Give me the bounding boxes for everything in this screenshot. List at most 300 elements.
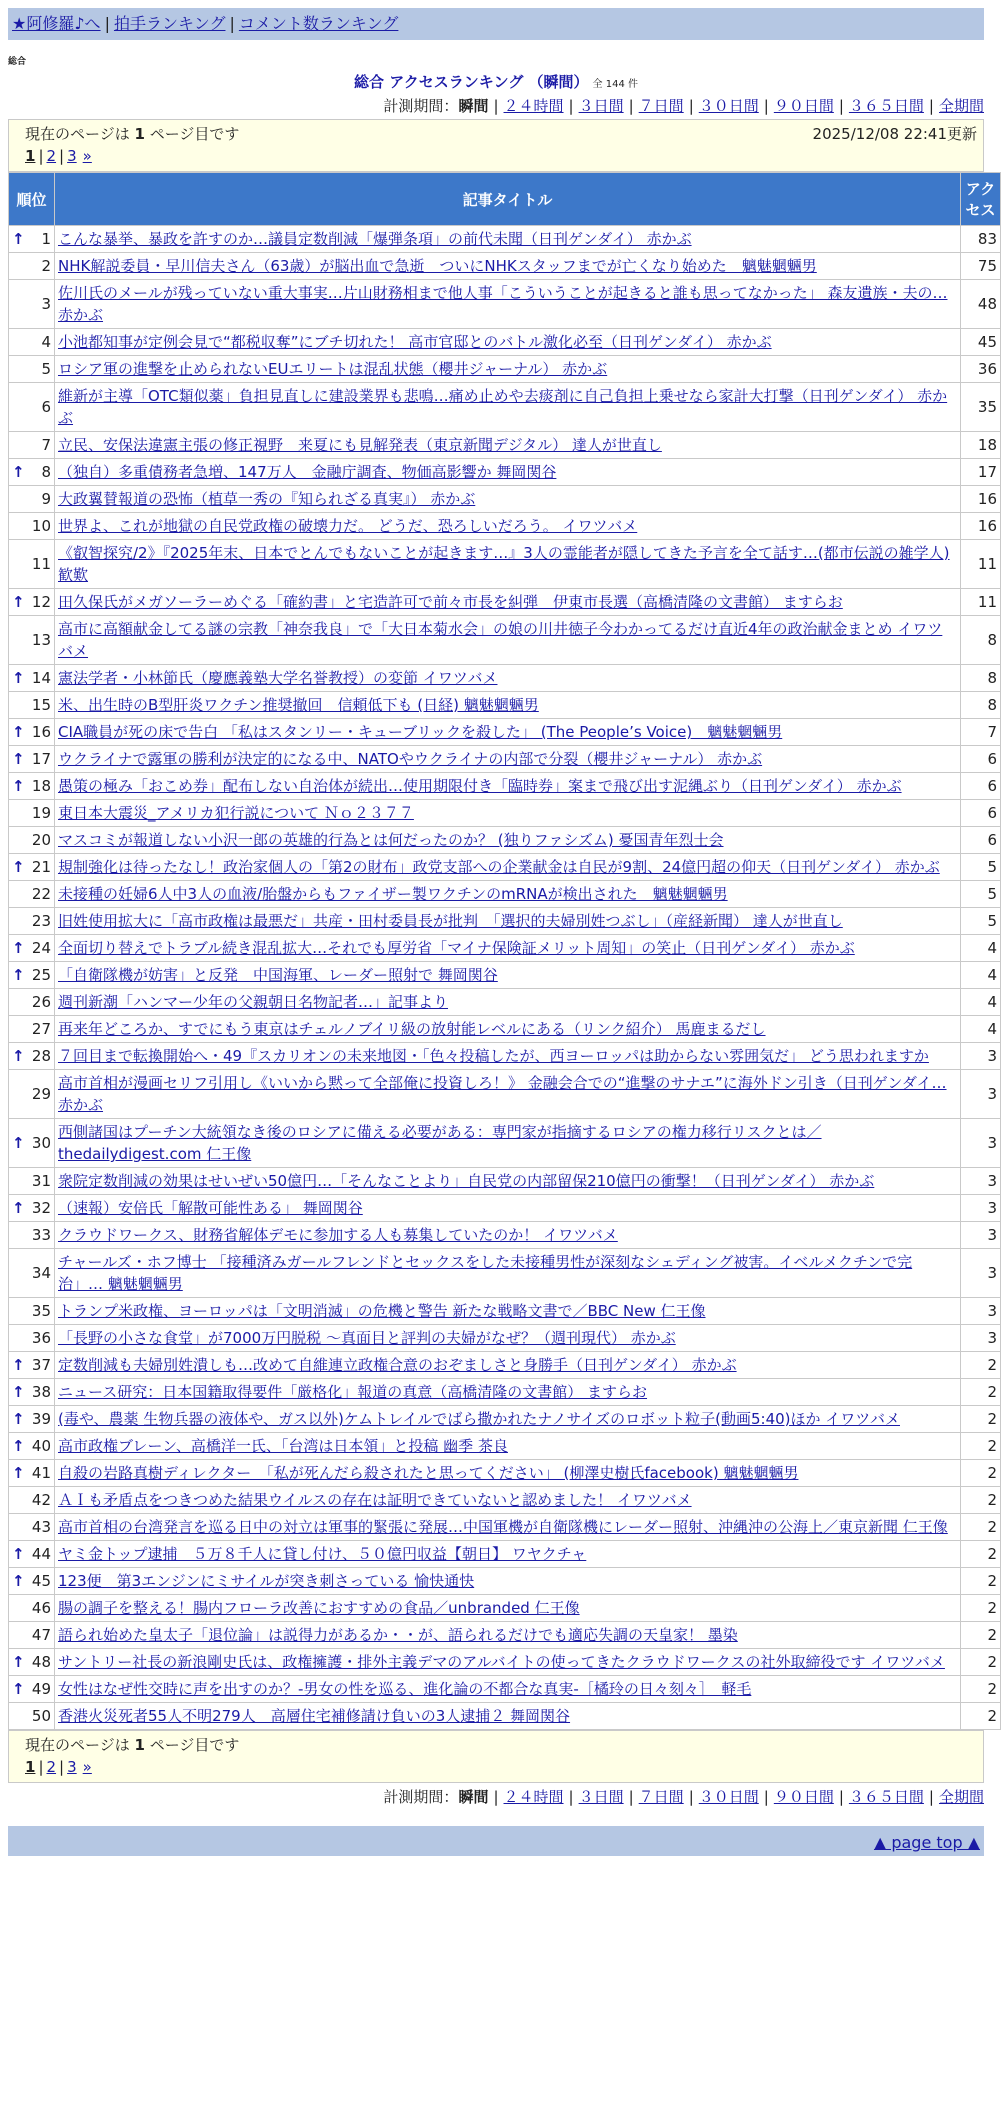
rank-cell bbox=[9, 800, 55, 827]
rank-number: 26 bbox=[31, 993, 51, 1011]
access-count: 3 bbox=[961, 1043, 1001, 1070]
access-count: 2 bbox=[961, 1514, 1001, 1541]
period-link[interactable]: ３日間 bbox=[578, 1788, 624, 1806]
rank-number: 25 bbox=[31, 966, 51, 984]
rank-cell bbox=[9, 719, 55, 746]
article-link[interactable]: 東日本大震災_アメリカ犯行説について Ｎｏ２３７７ bbox=[58, 804, 414, 822]
table-row bbox=[9, 1070, 1001, 1119]
table-row bbox=[9, 329, 1001, 356]
article-link[interactable]: ヤミ金トップ逮捕 ５万８千人に貸し付け、５０億円収益【朝日】 ワヤクチャ bbox=[58, 1545, 587, 1563]
article-link[interactable]: ニュース研究：日本国籍取得要件「厳格化」報道の真意（高橋清隆の文書館） ますらお bbox=[58, 1383, 648, 1401]
title-cell bbox=[55, 486, 961, 513]
article-link[interactable]: 腸の調子を整える！腸内フローラ改善におすすめの食品／unbranded 仁王像 bbox=[58, 1599, 580, 1617]
table-row bbox=[9, 1298, 1001, 1325]
title-cell bbox=[55, 513, 961, 540]
rank-number: 29 bbox=[31, 1085, 51, 1103]
table-row bbox=[9, 280, 1001, 329]
table-row bbox=[9, 356, 1001, 383]
period-link[interactable]: ９０日間 bbox=[773, 1788, 834, 1806]
up-arrow-icon: ↑ bbox=[12, 463, 25, 481]
article-link[interactable]: 憲法学者・小林節氏（慶應義塾大学名誉教授）の変節 イワツバメ bbox=[58, 669, 498, 687]
applause-ranking-link[interactable]: 拍手ランキング bbox=[113, 14, 226, 33]
rank-cell bbox=[9, 459, 55, 486]
period-separator: | bbox=[628, 1788, 634, 1806]
title-cell bbox=[55, 1514, 961, 1541]
rank-cell bbox=[9, 540, 55, 589]
rank-number: 39 bbox=[31, 1410, 51, 1428]
rank-number: 42 bbox=[31, 1491, 51, 1509]
rank-cell bbox=[9, 1352, 55, 1379]
rank-cell bbox=[9, 1433, 55, 1460]
rank-cell bbox=[9, 773, 55, 800]
period-link[interactable]: ３日間 bbox=[578, 97, 624, 115]
title-cell bbox=[55, 1249, 961, 1298]
rank-number: 30 bbox=[31, 1134, 51, 1152]
article-link[interactable]: クラウドワークス、財務省解体デモに参加する人も募集していたのか！ イワツバメ bbox=[58, 1226, 618, 1244]
title-cell bbox=[55, 1541, 961, 1568]
article-link[interactable]: トランプ米政権、ヨーロッパは「文明消滅」の危機と警告 新たな戦略文書で／BBC New 仁王像 bbox=[58, 1302, 706, 1320]
rank-cell bbox=[9, 665, 55, 692]
rank-number: 23 bbox=[31, 912, 51, 930]
rank-cell bbox=[9, 432, 55, 459]
article-link[interactable]: 西側諸国はプーチン大統領なき後のロシアに備える必要がある：専門家が指摘するロシアの権力移行リスクとは／thedailydigest.com 仁王像 bbox=[58, 1123, 822, 1163]
rank-number: 50 bbox=[31, 1707, 51, 1725]
up-arrow-icon: ↑ bbox=[12, 1134, 25, 1152]
rank-number: 28 bbox=[31, 1047, 51, 1065]
article-link[interactable]: 高市首相が漫画セリフ引用し《いいから黙って全部俺に投資しろ！》 金融会合での“進撃のサナエ”に海外ドン引き（日刊ゲンダイ… 赤かぶ bbox=[58, 1074, 947, 1114]
title-cell bbox=[55, 746, 961, 773]
article-link[interactable]: 週刊新潮「ハンマー少年の父親朝日名物記者…」記事より bbox=[58, 993, 449, 1011]
rank-cell bbox=[9, 1487, 55, 1514]
title-cell bbox=[55, 226, 961, 253]
pager-link[interactable]: 3 bbox=[67, 1758, 77, 1776]
table-row bbox=[9, 589, 1001, 616]
table-row bbox=[9, 1406, 1001, 1433]
rank-cell bbox=[9, 1325, 55, 1352]
table-row bbox=[9, 1379, 1001, 1406]
rank-number: 38 bbox=[31, 1383, 51, 1401]
access-count: 6 bbox=[961, 746, 1001, 773]
table-row bbox=[9, 1514, 1001, 1541]
title-cell bbox=[55, 356, 961, 383]
table-row bbox=[9, 616, 1001, 665]
title-cell bbox=[55, 1406, 961, 1433]
period-separator: | bbox=[688, 1788, 694, 1806]
article-link[interactable]: 立民、安保法違憲主張の修正視野 来夏にも見解発表（東京新聞デジタル） 達人が世直し bbox=[58, 436, 662, 454]
access-count: 16 bbox=[961, 486, 1001, 513]
article-link[interactable]: ウクライナで露軍の勝利が決定的になる中、NATOやウクライナの内部で分裂（櫻井ジャーナル） 赤かぶ bbox=[58, 750, 763, 768]
rank-cell bbox=[9, 383, 55, 432]
period-link[interactable]: ７日間 bbox=[638, 1788, 684, 1806]
table-row bbox=[9, 486, 1001, 513]
article-link[interactable]: 未接種の妊婦6人中3人の血液/胎盤からもファイザー製ワクチンのmRNAが検出された 魑魅魍魎男 bbox=[58, 885, 728, 903]
access-count: 7 bbox=[961, 719, 1001, 746]
period-separator: | bbox=[763, 97, 769, 115]
up-arrow-icon: ↑ bbox=[12, 1437, 25, 1455]
article-link[interactable]: 高市首相の台湾発言を巡る日中の対立は軍事的緊張に発展…中国軍機が自衛隊機にレーダー照射、沖縄沖の公海上／東京新聞 仁王像 bbox=[58, 1518, 948, 1536]
rank-number: 48 bbox=[31, 1653, 51, 1671]
article-link[interactable]: 佐川氏のメールが残っていない重大事実…片山財務相まで他人事「こういうことが起きると誰も思ってなかった」 森友遺族・夫の… 赤かぶ bbox=[58, 284, 948, 324]
title-cell bbox=[55, 1119, 961, 1168]
table-row bbox=[9, 1168, 1001, 1195]
page-title bbox=[8, 71, 984, 92]
rank-number: 44 bbox=[31, 1545, 51, 1563]
title-cell bbox=[55, 1298, 961, 1325]
period-separator: | bbox=[568, 1788, 574, 1806]
rank-number: 34 bbox=[31, 1264, 51, 1282]
rank-number: 33 bbox=[31, 1226, 51, 1244]
rank-cell bbox=[9, 1622, 55, 1649]
pager-link[interactable]: 2 bbox=[46, 1758, 57, 1776]
title-cell bbox=[55, 540, 961, 589]
pager-next-link[interactable]: » bbox=[82, 147, 92, 165]
article-link[interactable]: 語られ始めた皇太子「退位論」は説得力があるか・・が、語られるだけでも適応失調の天皇家！ 墨染 bbox=[58, 1626, 738, 1644]
article-link[interactable]: ロシア軍の進撃を止められないEUエリートは混乱状態（櫻井ジャーナル） 赤かぶ bbox=[58, 360, 608, 378]
access-count: 2 bbox=[961, 1352, 1001, 1379]
article-link[interactable]: 「長野の小さな食堂」が7000万円脱税 ～真面目と評判の夫婦がなぜ？（週刊現代） 赤かぶ bbox=[58, 1329, 676, 1347]
table-row bbox=[9, 881, 1001, 908]
access-count: 36 bbox=[961, 356, 1001, 383]
article-link[interactable]: マスコミが報道しない小沢一郎の英雄的行為とは何だったのか？ (独りファシズム) 憂国青年烈士会 bbox=[58, 831, 724, 849]
article-link[interactable]: 123便 第3エンジンにミサイルが突き刺さっている 愉快通快 bbox=[58, 1572, 475, 1590]
access-count: 2 bbox=[961, 1622, 1001, 1649]
access-count: 5 bbox=[961, 881, 1001, 908]
title-cell bbox=[55, 1433, 961, 1460]
access-count: 2 bbox=[961, 1595, 1001, 1622]
period-separator: | bbox=[838, 1788, 844, 1806]
article-link[interactable]: 定数削減も夫婦別姓潰しも…改めて自維連立政権合意のおぞましさと身勝手（日刊ゲンダイ） 赤かぶ bbox=[58, 1356, 737, 1374]
up-arrow-icon: ↑ bbox=[12, 230, 25, 248]
title-cell bbox=[55, 1168, 961, 1195]
period-link[interactable]: ３０日間 bbox=[698, 97, 759, 115]
rank-cell bbox=[9, 253, 55, 280]
title-cell bbox=[55, 989, 961, 1016]
period-link[interactable]: ９０日間 bbox=[773, 97, 834, 115]
title-cell bbox=[55, 1222, 961, 1249]
table-row bbox=[9, 827, 1001, 854]
rank-number: 37 bbox=[31, 1356, 51, 1374]
rank-cell bbox=[9, 356, 55, 383]
access-count: 3 bbox=[961, 1298, 1001, 1325]
access-count: 2 bbox=[961, 1433, 1001, 1460]
title-cell bbox=[55, 827, 961, 854]
article-link[interactable]: （速報）安倍氏「解散可能性ある」 舞岡関谷 bbox=[58, 1199, 363, 1217]
title-cell bbox=[55, 719, 961, 746]
footer-bar bbox=[8, 1826, 984, 1856]
title-cell bbox=[55, 1487, 961, 1514]
title-cell bbox=[55, 383, 961, 432]
rank-cell bbox=[9, 881, 55, 908]
article-link[interactable]: 旧姓使用拡大に「高市政権は最悪だ」共産・田村委員長が批判 「選択的夫婦別姓つぶし」（産経新聞） 達人が世直し bbox=[58, 912, 843, 930]
pager-separator: | bbox=[59, 1758, 65, 1776]
rank-cell bbox=[9, 1016, 55, 1043]
period-separator: | bbox=[838, 97, 844, 115]
up-arrow-icon: ↑ bbox=[12, 939, 25, 957]
rank-cell bbox=[9, 589, 55, 616]
rank-cell bbox=[9, 908, 55, 935]
title-cell bbox=[55, 1703, 961, 1730]
table-row bbox=[9, 1487, 1001, 1514]
table-row bbox=[9, 459, 1001, 486]
table-row bbox=[9, 719, 1001, 746]
period-link[interactable]: ７日間 bbox=[638, 97, 684, 115]
access-count: 3 bbox=[961, 1195, 1001, 1222]
page-info-top bbox=[8, 119, 984, 172]
article-link[interactable]: 全面切り替えでトラブル続き混乱拡大…それでも厚労省「マイナ保険証メリット周知」の笑止（日刊ゲンダイ） 赤かぶ bbox=[58, 939, 855, 957]
access-count: 2 bbox=[961, 1676, 1001, 1703]
title-cell bbox=[55, 692, 961, 719]
table-row bbox=[9, 1249, 1001, 1298]
pager-link[interactable]: 3 bbox=[67, 147, 77, 165]
table-row bbox=[9, 1649, 1001, 1676]
article-link[interactable]: 衆院定数削減の効果はせいぜい50億円…「そんなことより」自民党の内部留保210億円の衝撃！（日刊ゲンダイ） 赤かぶ bbox=[58, 1172, 875, 1190]
article-link[interactable]: サントリー社長の新浪剛史氏は、政権擁護・排外主義デマのアルバイトの使ってきたクラウドワークスの社外取締役です イワツバメ bbox=[58, 1653, 945, 1671]
pager-link[interactable]: 2 bbox=[46, 147, 57, 165]
table-row bbox=[9, 665, 1001, 692]
title-cell bbox=[55, 329, 961, 356]
title-cell bbox=[55, 908, 961, 935]
comment-ranking-link[interactable]: コメント数ランキング bbox=[238, 14, 399, 33]
article-link[interactable]: 維新が主導「OTC類似薬」負担見直しに建設業界も悲鳴…痛め止めや去痰剤に自己負担上乗せなら家計大打撃（日刊ゲンダイ） 赤かぶ bbox=[58, 387, 948, 427]
page-top-link[interactable]: ▲ page top ▲ bbox=[873, 1833, 980, 1852]
table-row bbox=[9, 1676, 1001, 1703]
access-count: 83 bbox=[961, 226, 1001, 253]
title-cell bbox=[55, 253, 961, 280]
access-count: 2 bbox=[961, 1649, 1001, 1676]
access-count: 2 bbox=[961, 1406, 1001, 1433]
period-separator: | bbox=[688, 97, 694, 115]
access-count: 5 bbox=[961, 854, 1001, 881]
page-title-text: 総合 アクセスランキング （瞬間） bbox=[354, 73, 589, 91]
rank-number: 21 bbox=[31, 858, 51, 876]
up-arrow-icon: ↑ bbox=[12, 593, 25, 611]
period-link[interactable]: ２４時間 bbox=[503, 97, 564, 115]
rank-cell bbox=[9, 1168, 55, 1195]
blog-link[interactable]: ★阿修羅♪へ bbox=[12, 14, 101, 33]
period-separator: | bbox=[928, 97, 934, 115]
article-link[interactable]: 世界よ、これが地獄の自民党政権の破壊力だ。 どうだ、恐ろしいだろう。 イワツバメ bbox=[58, 517, 638, 535]
rank-number: 31 bbox=[31, 1172, 51, 1190]
period-separator: | bbox=[493, 97, 499, 115]
title-cell bbox=[55, 935, 961, 962]
table-row bbox=[9, 1460, 1001, 1487]
nav-separator: | bbox=[104, 14, 110, 33]
article-link[interactable]: (毒や、農薬 生物兵器の液体や、ガス以外)ケムトレイルでばら撒かれたナノサイズのロボット粒子(動画5:40)ほか イワツバメ bbox=[58, 1410, 900, 1428]
table-row bbox=[9, 1043, 1001, 1070]
period-separator: | bbox=[928, 1788, 934, 1806]
rank-number: 11 bbox=[31, 555, 51, 573]
period-separator: | bbox=[568, 97, 574, 115]
article-link[interactable]: ７回目まで転換開始へ・49『スカリオンの未来地図・「色々投稿したが、西ヨーロッパは助からない雰囲気だ」 どう思われますか bbox=[58, 1047, 929, 1065]
access-count: 2 bbox=[961, 1541, 1001, 1568]
rank-number: 43 bbox=[31, 1518, 51, 1536]
article-link[interactable]: 女性はなぜ性交時に声を出すのか？-男女の性を巡る、進化論の不都合な真実-［橘玲の日々刻々］ 軽毛 bbox=[58, 1680, 752, 1698]
rank-number: 14 bbox=[31, 669, 51, 687]
period-link[interactable]: 全期間 bbox=[938, 97, 984, 115]
title-cell bbox=[55, 1568, 961, 1595]
table-row bbox=[9, 908, 1001, 935]
access-count: 3 bbox=[961, 1249, 1001, 1298]
up-arrow-icon: ↑ bbox=[12, 1572, 25, 1590]
access-count: 4 bbox=[961, 989, 1001, 1016]
table-row bbox=[9, 746, 1001, 773]
period-link[interactable]: ３６５日間 bbox=[848, 1788, 924, 1806]
article-link[interactable]: CIA職員が死の床で告白 「私はスタンリー・キューブリックを殺した」 (The People’s Voice) 魑魅魍魎男 bbox=[58, 723, 783, 741]
up-arrow-icon: ↑ bbox=[12, 1545, 25, 1563]
article-link[interactable]: ＡＩも矛盾点をつきつめた結果ウイルスの存在は証明できていないと認めました！ イワツバメ bbox=[58, 1491, 692, 1509]
pager-separator: | bbox=[38, 1758, 44, 1776]
rank-number: 19 bbox=[31, 804, 51, 822]
article-link[interactable]: 田久保氏がメガソーラーめぐる「確約書」と宅造許可で前々市長を糾弾 伊東市長選（高橋清隆の文書館） ますらお bbox=[58, 593, 843, 611]
period-link[interactable]: ２４時間 bbox=[503, 1788, 564, 1806]
table-row bbox=[9, 989, 1001, 1016]
up-arrow-icon: ↑ bbox=[12, 966, 25, 984]
access-count: 6 bbox=[961, 773, 1001, 800]
table-row bbox=[9, 1595, 1001, 1622]
rank-cell bbox=[9, 329, 55, 356]
access-count: 8 bbox=[961, 665, 1001, 692]
table-row bbox=[9, 253, 1001, 280]
article-link[interactable]: NHK解説委員・早川信夫さん（63歳）が脳出血で急逝 ついにNHKスタッフまでが亡くなり始めた 魑魅魍魎男 bbox=[58, 257, 817, 275]
table-row bbox=[9, 962, 1001, 989]
article-link[interactable]: 小池都知事が定例会見で“都税収奪”にブチ切れた！ 高市官邸とのバトル激化必至（日刊ゲンダイ） 赤かぶ bbox=[58, 333, 772, 351]
rank-number: 12 bbox=[31, 593, 51, 611]
access-count: 3 bbox=[961, 1119, 1001, 1168]
pager-next-link[interactable]: » bbox=[82, 1758, 92, 1776]
rank-number: 7 bbox=[41, 436, 51, 454]
period-link[interactable]: ３６５日間 bbox=[848, 97, 924, 115]
updated-time: 2025/12/08 22:41更新 bbox=[812, 125, 977, 143]
access-count: 35 bbox=[961, 383, 1001, 432]
article-link[interactable]: こんな暴挙、暴政を許すのか…議員定数削減「爆弾条項」の前代未聞（日刊ゲンダイ） 赤かぶ bbox=[58, 230, 692, 248]
up-arrow-icon: ↑ bbox=[12, 669, 25, 687]
ranking-table bbox=[8, 172, 1001, 1730]
article-link[interactable]: 高市に高額献金してる謎の宗教「神奈我良」で「大日本菊水会」の娘の川井徳子今わかってるだけ直近4年の政治献金まとめ イワツバメ bbox=[58, 620, 943, 660]
access-count: 5 bbox=[961, 908, 1001, 935]
rank-cell bbox=[9, 1222, 55, 1249]
rank-number: 16 bbox=[31, 723, 51, 741]
up-arrow-icon: ↑ bbox=[12, 723, 25, 741]
access-count: 11 bbox=[961, 540, 1001, 589]
rank-cell bbox=[9, 935, 55, 962]
access-count: 45 bbox=[961, 329, 1001, 356]
rank-cell bbox=[9, 1070, 55, 1119]
rank-cell bbox=[9, 854, 55, 881]
article-link[interactable]: （独自）多重債務者急増、147万人 金融庁調査、物価高影響か 舞岡関谷 bbox=[58, 463, 557, 481]
rank-number: 40 bbox=[31, 1437, 51, 1455]
table-row bbox=[9, 692, 1001, 719]
up-arrow-icon: ↑ bbox=[12, 1680, 25, 1698]
table-row bbox=[9, 1433, 1001, 1460]
access-count: 3 bbox=[961, 1168, 1001, 1195]
table-row bbox=[9, 1016, 1001, 1043]
table-row bbox=[9, 800, 1001, 827]
title-cell bbox=[55, 1070, 961, 1119]
access-count: 2 bbox=[961, 1460, 1001, 1487]
top-nav bbox=[8, 8, 984, 40]
rank-cell bbox=[9, 226, 55, 253]
title-cell bbox=[55, 459, 961, 486]
access-count: 75 bbox=[961, 253, 1001, 280]
pager-current: 1 bbox=[25, 147, 36, 165]
article-link[interactable]: 高市政権ブレーン、高橋洋一氏、「台湾は日本領」と投稿 幽季 茶良 bbox=[58, 1437, 508, 1455]
rank-number: 1 bbox=[41, 230, 51, 248]
up-arrow-icon: ↑ bbox=[12, 858, 25, 876]
rank-number: 41 bbox=[31, 1464, 51, 1482]
up-arrow-icon: ↑ bbox=[12, 1047, 25, 1065]
rank-number: 47 bbox=[31, 1626, 51, 1644]
article-link[interactable]: 香港火災死者55人不明279人 高層住宅補修請け負いの3人逮捕２ 舞岡関谷 bbox=[58, 1707, 571, 1725]
rank-number: 10 bbox=[31, 517, 51, 535]
article-link[interactable]: 大政翼賛報道の恐怖（植草一秀の『知られざる真実』） 赤かぶ bbox=[58, 490, 476, 508]
rank-cell bbox=[9, 746, 55, 773]
rank-cell bbox=[9, 1541, 55, 1568]
table-row bbox=[9, 854, 1001, 881]
page-status: 現在のページは 1 ページ目です bbox=[25, 125, 240, 143]
access-count: 2 bbox=[961, 1703, 1001, 1730]
access-count: 2 bbox=[961, 1487, 1001, 1514]
rank-number: 18 bbox=[31, 777, 51, 795]
rank-cell bbox=[9, 1119, 55, 1168]
rank-cell bbox=[9, 280, 55, 329]
period-label: 計測期間： bbox=[383, 97, 459, 115]
access-count: 11 bbox=[961, 589, 1001, 616]
article-link[interactable]: 《叡智探究/2》『2025年末、日本でとんでもないことが起きます…』3人の霊能者が隠してきた予言を全て話す…(都市伝説の雑学人) 歓歎 bbox=[58, 544, 950, 584]
table-row bbox=[9, 1352, 1001, 1379]
rank-number: 46 bbox=[31, 1599, 51, 1617]
title-cell bbox=[55, 962, 961, 989]
article-link[interactable]: 規制強化は待ったなし！政治家個人の「第2の財布」政党支部への企業献金は自民が9割、24億円超の仰天（日刊ゲンダイ） 赤かぶ bbox=[58, 858, 940, 876]
period-current: 瞬間 bbox=[458, 97, 489, 115]
article-link[interactable]: 自殺の岩路真樹ディレクター 「私が死んだら殺されたと思ってください」 (柳澤史樹氏facebook) 魑魅魍魎男 bbox=[58, 1464, 799, 1482]
rank-cell bbox=[9, 1568, 55, 1595]
article-link[interactable]: 再来年どころか、すでにもう東京はチェルノブイリ級の放射能レベルにある（リンク紹介） 馬鹿まるだし bbox=[58, 1020, 766, 1038]
pager-current: 1 bbox=[25, 1758, 36, 1776]
rank-number: 13 bbox=[31, 631, 51, 649]
title-cell bbox=[55, 280, 961, 329]
period-link[interactable]: ３０日間 bbox=[698, 1788, 759, 1806]
rank-cell bbox=[9, 692, 55, 719]
article-link[interactable]: 愚策の極み「おこめ券」配布しない自治体が続出…使用期限付き「臨時券」案まで飛び出す泥縄ぶり（日刊ゲンダイ） 赤かぶ bbox=[58, 777, 902, 795]
rank-number: 22 bbox=[31, 885, 51, 903]
title-cell bbox=[55, 1016, 961, 1043]
rank-cell bbox=[9, 1379, 55, 1406]
period-link[interactable]: 全期間 bbox=[938, 1788, 984, 1806]
rank-number: 49 bbox=[31, 1680, 51, 1698]
title-cell bbox=[55, 1379, 961, 1406]
rank-number: 2 bbox=[41, 257, 51, 275]
article-link[interactable]: 米、出生時のB型肝炎ワクチン推奨撤回 信頼低下も (日経) 魑魅魍魎男 bbox=[58, 696, 539, 714]
table-row bbox=[9, 226, 1001, 253]
col-rank-header: 順位 bbox=[9, 173, 55, 226]
title-cell bbox=[55, 854, 961, 881]
access-count: 18 bbox=[961, 432, 1001, 459]
access-count: 16 bbox=[961, 513, 1001, 540]
article-link[interactable]: チャールズ・ホフ博士 「接種済みガールフレンドとセックスをした未接種男性が深刻なシェディング被害。イベルメクチンで完治」… 魑魅魍魎男 bbox=[58, 1253, 913, 1293]
article-link[interactable]: 「自衛隊機が妨害」と反発 中国海軍、レーダー照射で 舞岡関谷 bbox=[58, 966, 498, 984]
rank-cell bbox=[9, 616, 55, 665]
title-cell bbox=[55, 1676, 961, 1703]
rank-cell bbox=[9, 1649, 55, 1676]
table-row bbox=[9, 383, 1001, 432]
period-selector-bottom bbox=[8, 1786, 984, 1808]
rank-number: 15 bbox=[31, 696, 51, 714]
period-separator: | bbox=[493, 1788, 499, 1806]
rank-cell bbox=[9, 1676, 55, 1703]
period-separator: | bbox=[763, 1788, 769, 1806]
title-cell bbox=[55, 432, 961, 459]
period-selector-top bbox=[8, 95, 984, 117]
